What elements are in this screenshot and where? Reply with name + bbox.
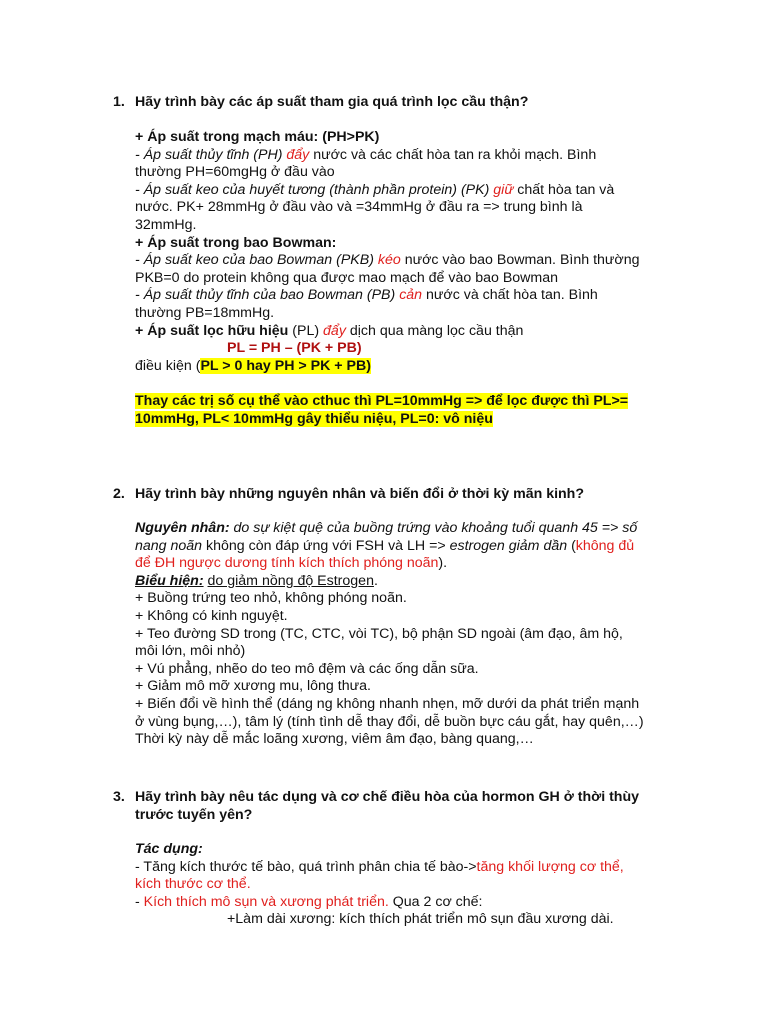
text-line — [135, 894, 675, 912]
highlighted-note-line: 10mmHg, PL< 10mmHg gây thiểu niệu, PL=0: vô niệu — [135, 410, 493, 427]
text-line: nước. PK+ 28mmHg ở đầu vào và =34mmHg ở đầu ra => trung bình là — [135, 199, 583, 216]
question-title-line: trước tuyến yên? — [135, 806, 253, 823]
question-number: 3. — [113, 789, 125, 805]
spacer — [135, 375, 675, 393]
list-item: +Làm dài xương: kích thích phát triển mô sụn đầu xương dài. — [227, 911, 614, 928]
section-heading: + Áp suất lọc hữu hiệu — [135, 322, 289, 339]
text-line — [135, 520, 675, 538]
text-line — [135, 859, 675, 877]
question-title: Hãy trình bày những nguyên nhân và biến đổi ở thời kỳ mãn kinh? — [135, 486, 585, 502]
highlighted-note-line: Thay các trị số cụ thể vào cthuc thì PL=10mmHg => để lọc được thì PL>= — [135, 392, 629, 409]
text-span: - Áp suất keo của huyết tương (thành phần protein) (PK) — [135, 181, 494, 198]
text-line: kích thước cơ thể. — [135, 876, 251, 893]
highlight-red: đẩy — [286, 146, 310, 163]
text-line: 32mmHg. — [135, 216, 197, 233]
text-line — [135, 358, 675, 376]
answer-2 — [135, 520, 675, 749]
text-line: thường PB=18mmHg. — [135, 304, 275, 321]
text-span: nước và chất hòa tan. Bình — [422, 287, 598, 304]
question-title — [135, 789, 695, 824]
list-item: môi lớn, môi nhỏ) — [135, 643, 246, 660]
question-title-line: Hãy trình bày nêu tác dụng và cơ chế điều hòa của hormon GH ở thời thùy — [135, 789, 640, 805]
text-span: chất hòa tan và — [513, 181, 615, 198]
formula: PL = PH – (PK + PB) — [227, 340, 362, 357]
text-line — [135, 252, 675, 270]
text-span: Qua 2 cơ chế: — [388, 893, 483, 910]
text-span: dịch qua màng lọc cầu thận — [345, 322, 524, 339]
text-span: - — [135, 893, 144, 910]
highlight-red: giữ — [493, 181, 514, 198]
text-span: - Áp suất keo của bao Bowman (PKB) — [135, 252, 378, 269]
list-item: + Giảm mô mỡ xương mu, lông thưa. — [135, 678, 371, 695]
answer-1 — [135, 129, 675, 428]
text-line — [135, 147, 675, 165]
text-span: - Tăng kích thước tế bào, quá trình phân chia tế bào-> — [135, 858, 477, 875]
highlight-red: tăng khối lượng cơ thể, — [476, 858, 624, 875]
text-span: . — [373, 572, 378, 589]
highlighted-note — [135, 393, 675, 411]
text-line — [135, 555, 675, 573]
highlighted-note — [135, 411, 675, 429]
section-heading: + Áp suất trong bao Bowman: — [135, 234, 337, 251]
text-line — [135, 538, 675, 556]
label: Tác dụng: — [135, 841, 203, 857]
highlighted-condition: PL > 0 hay PH > PK + PB) — [200, 357, 371, 374]
highlight-red: để ĐH ngược dương tính kích thích phóng noãn — [135, 555, 439, 572]
label: Biểu hiện: — [135, 572, 204, 589]
list-item: + Buồng trứng teo nhỏ, không phóng noãn. — [135, 590, 407, 607]
highlight-red: Kích thích mô sụn và xương phát triển. — [143, 893, 389, 910]
text-span: (PL) — [288, 322, 324, 339]
list-item: + Không có kinh nguyệt. — [135, 607, 288, 624]
section-heading: + Áp suất trong mạch máu: (PH>PK) — [135, 129, 380, 145]
text-span: điều kiện ( — [135, 357, 201, 374]
answer-3 — [135, 841, 675, 929]
text-span: không còn đáp ứng với FSH và LH => — [202, 537, 450, 554]
text-span: ( — [567, 537, 576, 554]
text-span: do sự kiệt quệ của buồng trứng vào khoảng tuổi quanh 45 => số — [229, 520, 638, 536]
text-span: do giảm nồng độ Estrogen — [207, 572, 374, 589]
highlight-red: kéo — [377, 252, 401, 269]
text-span: ). — [438, 555, 448, 572]
list-item: Thời kỳ này dễ mắc loãng xương, viêm âm đạo, bàng quang,… — [135, 731, 534, 748]
list-item: + Teo đường SD trong (TC, CTC, vòi TC), bộ phận SD ngoài (âm đạo, âm hộ, — [135, 625, 623, 642]
text-span: nang noãn — [135, 537, 203, 554]
question-number: 1. — [113, 94, 125, 110]
list-item: + Biến đổi về hình thể (dáng ng không nhanh nhẹn, mỡ dưới da phát triển mạnh — [135, 695, 640, 712]
text-span: nước và các chất hòa tan ra khỏi mạch. Bình — [309, 146, 597, 163]
text-span: - Áp suất thủy tĩnh của bao Bowman (PB) — [135, 287, 400, 304]
text-span: nước vào bao Bowman. Bình thường — [400, 252, 640, 269]
text-line — [135, 182, 675, 200]
highlight-red: cản — [399, 287, 423, 304]
text-line: PKB=0 do protein không qua được mao mạch để vào bao Bowman — [135, 269, 559, 286]
highlight-red: không đủ — [575, 537, 635, 554]
highlight-red: đẩy — [323, 322, 346, 339]
text-span: - Áp suất thủy tĩnh (PH) — [135, 146, 287, 163]
question-number: 2. — [113, 486, 125, 502]
text-span: estrogen giảm dần — [449, 537, 568, 554]
text-line: thường PH=60mgHg ở đầu vào — [135, 164, 335, 181]
text-line — [135, 573, 675, 591]
label: Nguyên nhân: — [135, 520, 230, 536]
text-line — [135, 323, 675, 341]
list-item: ở vùng bụng,…), tâm lý (tính tình dễ thay đổi, dễ buồn bực cáu gắt, hay quên,…) — [135, 713, 644, 730]
list-item: + Vú phẳng, nhẽo do teo mô đệm và các ống dẫn sữa. — [135, 660, 479, 677]
text-line — [135, 287, 675, 305]
question-title: Hãy trình bày các áp suất tham gia quá trình lọc cầu thận? — [135, 94, 529, 110]
